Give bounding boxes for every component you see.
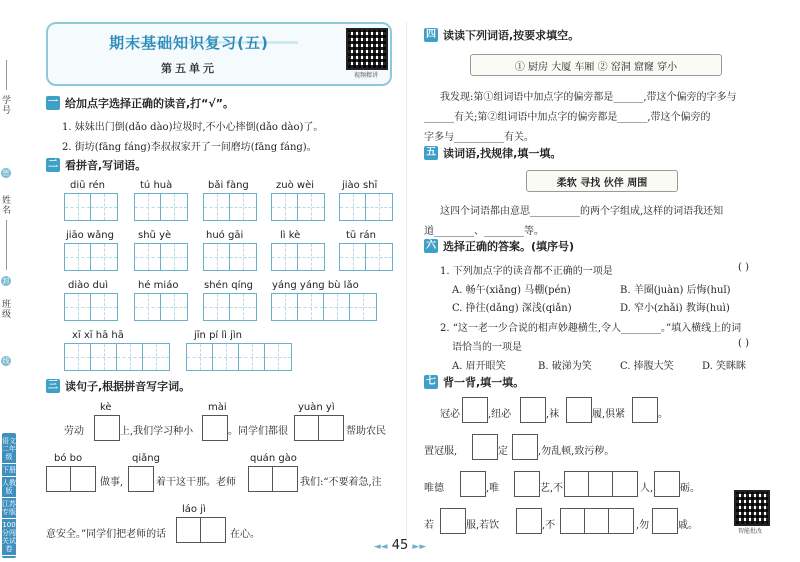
binding-line (6, 60, 7, 90)
recite-text: ,袜 (546, 409, 560, 420)
student-number-label: 学号 (2, 96, 12, 116)
writing-grid[interactable] (64, 343, 170, 371)
answer-box[interactable] (460, 471, 486, 497)
word-scroll: 柔软 寻找 伙伴 周围 (526, 170, 678, 192)
answer-box[interactable] (560, 508, 634, 534)
page-number-footer (0, 538, 800, 553)
brand-banner: 语文二年级 下册 人教版 江苏专版 100分闯关试卷 (2, 433, 16, 558)
section-1-header: 一 给加点字选择正确的读音,打“√”。 (48, 97, 234, 110)
name-label: 姓名 (2, 196, 12, 216)
s5-text: 道________、________等。 (424, 226, 544, 237)
answer-box[interactable] (440, 508, 466, 534)
answer-box[interactable] (128, 466, 154, 492)
writing-grid[interactable] (134, 293, 188, 321)
seal-dot: 线 (2, 357, 10, 365)
option-b: B. 破涕为笑 (538, 361, 592, 372)
pinyin-label: yuàn yì (298, 402, 335, 413)
section-5-header: 五 读词语,找规律,填一填。 (426, 147, 562, 160)
pinyin-label: diū rén (70, 180, 106, 191)
recite-text: ,勿乱顿,致污秽。 (538, 446, 615, 457)
writing-grid[interactable] (271, 193, 325, 221)
recite-text: ,唯 (486, 483, 500, 494)
pinyin-label: mài (208, 402, 227, 413)
writing-grid[interactable] (203, 293, 257, 321)
section-4-header: 四 读读下列词语,按要求填空。 (426, 29, 580, 42)
answer-box[interactable] (46, 466, 96, 492)
recite-text: 服,若饮 (466, 520, 500, 531)
s1-question-2: 2. 街坊(fāng fáng)李叔叔家开了一间磨坊(fāng fáng)。 (62, 142, 317, 153)
recite-text: 履,俱紧 (592, 409, 626, 420)
writing-grid[interactable] (203, 193, 257, 221)
writing-grid[interactable] (64, 193, 118, 221)
qr-caption: 智能批改 (737, 528, 762, 535)
answer-box[interactable] (294, 415, 344, 441)
writing-grid[interactable] (64, 293, 118, 321)
recite-text: ,纽必 (488, 409, 512, 420)
s1-question-1: 1. 妹妹出门倒(dǎo dào)垃圾时,不小心摔倒(dǎo dào)了。 (62, 122, 324, 133)
class-label: 班级 (2, 300, 12, 320)
section-3-header: 三 读句子,根据拼音写字词。 (48, 380, 191, 393)
qr-caption: 视频精讲 (353, 72, 378, 79)
section-7-header: 七 背一背,填一填。 (426, 376, 525, 389)
binding-strip (0, 0, 28, 562)
pinyin-label: tū rán (346, 230, 377, 241)
answer-box[interactable] (652, 508, 678, 534)
s6-question-2-cont: 语恰当的一项是 (452, 342, 522, 353)
writing-grid[interactable] (64, 243, 118, 271)
word-scroll: ① 厨房 大厦 车厢 ② 窑洞 窟窿 穿小 (470, 54, 722, 76)
left-arrows-icon: ◄◄ (373, 542, 388, 552)
writing-grid[interactable] (134, 193, 188, 221)
answer-box[interactable] (462, 397, 488, 423)
pinyin-label: hé miáo (138, 280, 179, 291)
right-arrows-icon: ►► (412, 542, 427, 552)
recite-text: 唯德 (424, 483, 444, 494)
page-title: 期末基础知识复习(五) (109, 34, 269, 52)
answer-paren[interactable]: ( ) (738, 338, 749, 349)
seal-dot: 封 (2, 277, 10, 285)
s3-text: 意安全。”同学们把老师的话 (46, 529, 167, 540)
recite-text: ,不 (542, 520, 556, 531)
s3-text: 在心。 (230, 529, 260, 540)
answer-box[interactable] (566, 397, 592, 423)
s3-text: 。同学们都很 (228, 426, 288, 437)
answer-box[interactable] (94, 415, 120, 441)
title-box (46, 22, 392, 86)
recite-text: 。 (658, 409, 668, 420)
s6-question-1: 1. 下列加点字的读音都不正确的一项是 (440, 266, 613, 277)
writing-grid[interactable] (203, 243, 257, 271)
pinyin-label: huó gāi (206, 230, 244, 241)
s3-text: 帮助农民 (346, 426, 386, 437)
recite-text: 艺,不 (540, 483, 564, 494)
answer-box[interactable] (520, 397, 546, 423)
answer-box[interactable] (632, 397, 658, 423)
pinyin-label: jīn pí lì jìn (194, 330, 243, 341)
recite-text: 人, (640, 483, 654, 494)
answer-box[interactable] (516, 508, 542, 534)
pinyin-label: yáng yáng bù lǎo (272, 280, 359, 291)
pinyin-label: shū yè (138, 230, 172, 241)
pinyin-label: lì kè (280, 230, 301, 241)
answer-box[interactable] (512, 434, 538, 460)
pinyin-label: shén qíng (204, 280, 254, 291)
pinyin-label: xī xī hā hā (72, 330, 124, 341)
recite-text: 砺。 (680, 483, 700, 494)
s3-text: 着干这干那。老师 (156, 477, 236, 488)
writing-grid[interactable] (339, 193, 393, 221)
answer-paren[interactable]: ( ) (738, 262, 749, 273)
s5-text: 这四个词语都由意思__________的两个字组成,这样的词语我还知 (440, 206, 724, 217)
writing-grid[interactable] (134, 243, 188, 271)
s3-text: 我们:“不要着急,注 (300, 477, 382, 488)
option-a: A. 眉开眼笑 (452, 361, 506, 372)
pinyin-label: tú huà (140, 180, 173, 191)
answer-box[interactable] (248, 466, 298, 492)
writing-grid[interactable] (271, 293, 377, 321)
video-qr-code[interactable] (346, 28, 388, 70)
pinyin-label: zuò wèi (276, 180, 314, 191)
option-c: C. 捧腹大笑 (620, 361, 674, 372)
binding-line (6, 220, 7, 270)
recite-text: 定 (498, 446, 508, 457)
answer-box[interactable] (202, 415, 228, 441)
pinyin-label: diào duì (68, 280, 109, 291)
pinyin-label: quán gào (250, 453, 297, 464)
s4-text: 字多与__________有关。 (424, 132, 534, 143)
option-d: D. 窄小(zhǎi) 教诲(huì) (620, 303, 730, 314)
option-c: C. 挣往(dǎng) 深浅(qiǎn) (452, 303, 572, 314)
pinyin-label: qiǎng (132, 453, 160, 464)
section-2-header: 二 看拼音,写词语。 (48, 159, 147, 172)
pinyin-label: bǎi fàng (208, 180, 249, 191)
pinyin-label: kè (100, 402, 112, 413)
option-d: D. 笑眯眯 (702, 361, 747, 372)
s3-text: 做事, (100, 477, 124, 488)
column-divider (406, 22, 407, 542)
section-6-header: 六 选择正确的答案。(填序号) (426, 240, 575, 253)
s6-question-2: 2. “这一老一少合说的相声妙趣横生,令人________。”填入横线上的词 (440, 323, 742, 334)
s4-text: 我发现:第①组词语中加点字的偏旁都是______,带这个偏旁的字多与 (440, 92, 737, 103)
writing-grid[interactable] (339, 243, 393, 271)
recite-text: 若 (424, 520, 434, 531)
writing-grid[interactable] (271, 243, 325, 271)
seal-dot: 密 (2, 169, 10, 177)
s3-text: 上,我们学习种小 (120, 426, 194, 437)
pinyin-label: bó bo (54, 453, 83, 464)
answer-box[interactable] (514, 471, 540, 497)
grading-qr-code[interactable] (734, 490, 770, 526)
pinyin-label: láo jì (182, 504, 206, 515)
recite-text: 冠必 (440, 409, 460, 420)
recite-text: 戚。 (678, 520, 698, 531)
unit-subtitle: 第五单元 (161, 62, 217, 75)
s3-text: 劳动 (64, 426, 84, 437)
option-b: B. 羊圈(juàn) 后悔(huǐ) (620, 285, 731, 296)
recite-text: 置冠服, (424, 446, 458, 457)
s4-text: ______有关;第②组词语中加点字的偏旁都是______,带这个偏旁的 (424, 112, 711, 123)
recite-text: ,勿 (636, 520, 650, 531)
answer-box[interactable] (472, 434, 498, 460)
answer-box[interactable] (654, 471, 680, 497)
pinyin-label: jiāo wǎng (66, 230, 114, 241)
pinyin-label: jiào shī (342, 180, 378, 191)
answer-box[interactable] (564, 471, 638, 497)
option-a: A. 畅午(xiǎng) 马棚(pén) (452, 285, 571, 296)
page-number: 45 (391, 538, 409, 553)
writing-grid[interactable] (186, 343, 292, 371)
